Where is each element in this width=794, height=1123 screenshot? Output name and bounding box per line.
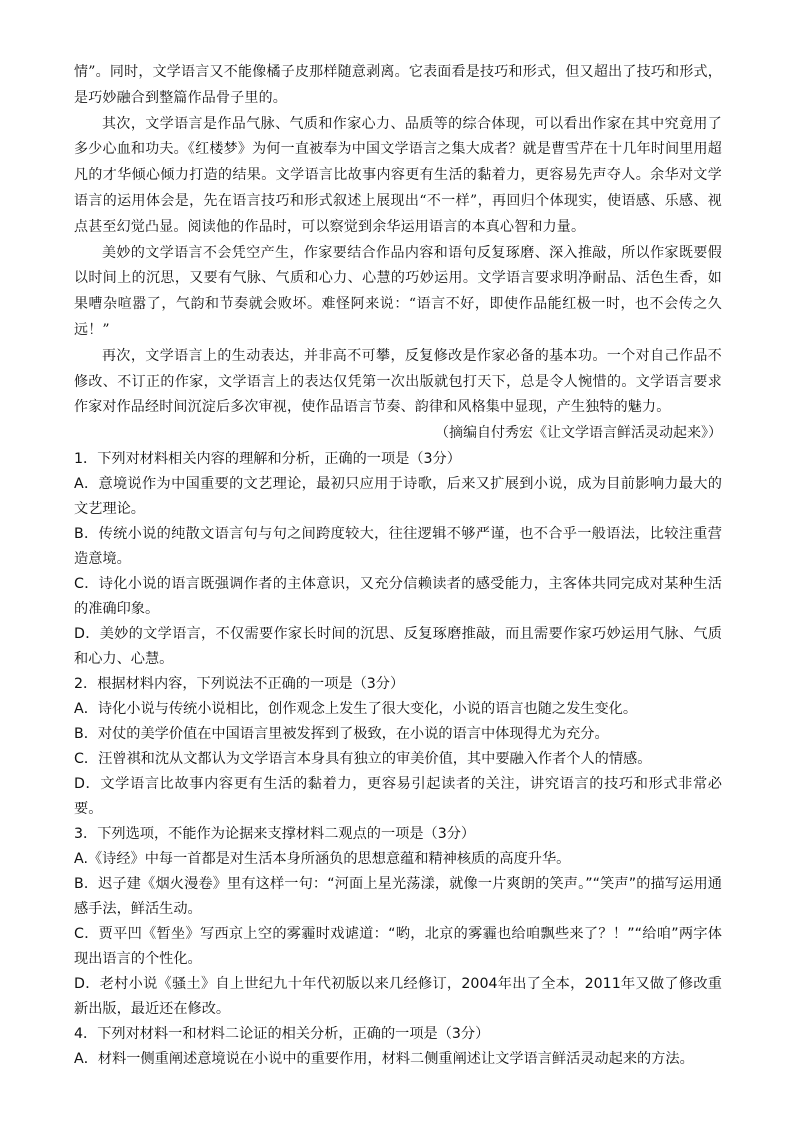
passage-paragraph: 情”。同时，文学语言又不能像橘子皮那样随意剥离。它表面看是技巧和形式，但又超出了技巧和形式，是巧妙融合到整篇作品骨子里的。 — [74, 64, 722, 106]
question-option: A．材料一侧重阐述意境说在小说中的重要作用，材料二侧重阐述让文学语言鲜活灵动起来的方法。 — [74, 1050, 694, 1067]
passage-paragraph: 再次，文学语言上的生动表达，并非高不可攀，反复修改是作家必备的基本功。一个对自己作品不修改、不订正的作家，文学语言上的表达仅凭第一次出版就包打天下，总是令人惋惜的。文学语言要求作家对作品经时间沉淀后多次审视，使作品语言节奏、韵律和风格集中显现，产生独特的魅力。 — [74, 347, 722, 416]
question-option: B．迟子建《烟火漫卷》里有这样一句：“河面上星光荡漾，就像一片爽朗的笑声。”“笑声”的描写运用通感手法，鲜活生动。 — [74, 875, 722, 917]
question-option: D．老村小说《骚土》自上世纪九十年代初版以来几经修订，2004年出了全本，2011年又做了修改重新出版，最近还在修改。 — [74, 975, 722, 1017]
question-option: C．贾平凹《暂坐》写西京上空的雾霾时戏谑道：“哟，北京的雾霾也给咱飘些来了？！”“给咱”两字体现出语言的个性化。 — [74, 925, 722, 967]
question-option: B．对仗的美学价值在中国语言里被发挥到了极致，在小说的语言中体现得尤为充分。 — [74, 725, 609, 742]
question-4 — [74, 1022, 722, 1072]
question-stem: 1．下列对材料相关内容的理解和分析，正确的一项是（3分） — [74, 450, 461, 467]
question-option: A．意境说作为中国重要的文艺理论，最初只应用于诗歌，后来又扩展到小说，成为目前影响力最大的文艺理论。 — [74, 475, 722, 517]
passage-paragraph: 其次，文学语言是作品气脉、气质和作家心力、品质等的综合体现，可以看出作家在其中究竟用了多少心血和功夫。《红楼梦》为何一直被奉为中国文学语言之集大成者？就是曹雪芹在十几年时间里用超凡的才华倾心倾力打造的结果。文学语言比故事内容更有生活的黏着力，更容易先声夺人。余华对文学语言的运用体会是，先在语言技巧和形式叙述上展现出“不一样”，再回归个体现实，使语感、乐感、视点甚至幻觉凸显。阅读他的作品时，可以察觉到余华运用语言的本真心智和力量。 — [74, 115, 722, 235]
document-page — [74, 60, 722, 1072]
question-option: A.《诗经》中每一首都是对生活本身所涵负的思想意蕴和精神核质的高度升华。 — [74, 850, 571, 867]
question-stem: 2．根据材料内容，下列说法不正确的一项是（3分） — [74, 675, 405, 692]
question-option: A．诗化小说与传统小说相比，创作观念上发生了很大变化，小说的语言也随之发生变化。 — [74, 700, 638, 717]
passage-source: （摘编自付秀宏《让文学语言鲜活灵动起来》） — [435, 425, 722, 442]
question-stem: 4．下列对材料一和材料二论证的相关分析，正确的一项是（3分） — [74, 1025, 490, 1042]
question-stem: 3．下列选项，不能作为论据来支撑材料二观点的一项是（3分） — [74, 825, 476, 842]
question-option: B．传统小说的纯散文语言句与句之间跨度较大，往往逻辑不够严谨，也不合乎一般语法，比较注重营造意境。 — [74, 525, 722, 567]
question-option: D．美妙的文学语言，不仅需要作家长时间的沉思、反复琢磨推敲，而且需要作家巧妙运用气脉、气质和心力、心慧。 — [74, 625, 722, 667]
question-1 — [74, 447, 722, 672]
question-2 — [74, 672, 722, 822]
question-option: C．汪曾祺和沈从文都认为文学语言本身具有独立的审美价值，其中要融入作者个人的情感。 — [74, 750, 652, 767]
question-option: C．诗化小说的语言既强调作者的主体意识，又充分信赖读者的感受能力，主客体共同完成对某种生活的准确印象。 — [74, 575, 722, 617]
passage-paragraph: 美妙的文学语言不会凭空产生，作家要结合作品内容和语句反复琢磨、深入推敲，所以作家既要假以时间上的沉思，又要有气脉、气质和心力、心慧的巧妙运用。文学语言要求明净耐品、活色生香，如果嘈杂喧嚣了，气韵和节奏就会败坏。难怪阿来说：“语言不好，即使作品能红极一时，也不会传之久远！” — [74, 244, 722, 338]
question-3 — [74, 822, 722, 1022]
question-option: D．文学语言比故事内容更有生活的黏着力，更容易引起读者的关注，讲究语言的技巧和形式非常必要。 — [74, 775, 722, 817]
